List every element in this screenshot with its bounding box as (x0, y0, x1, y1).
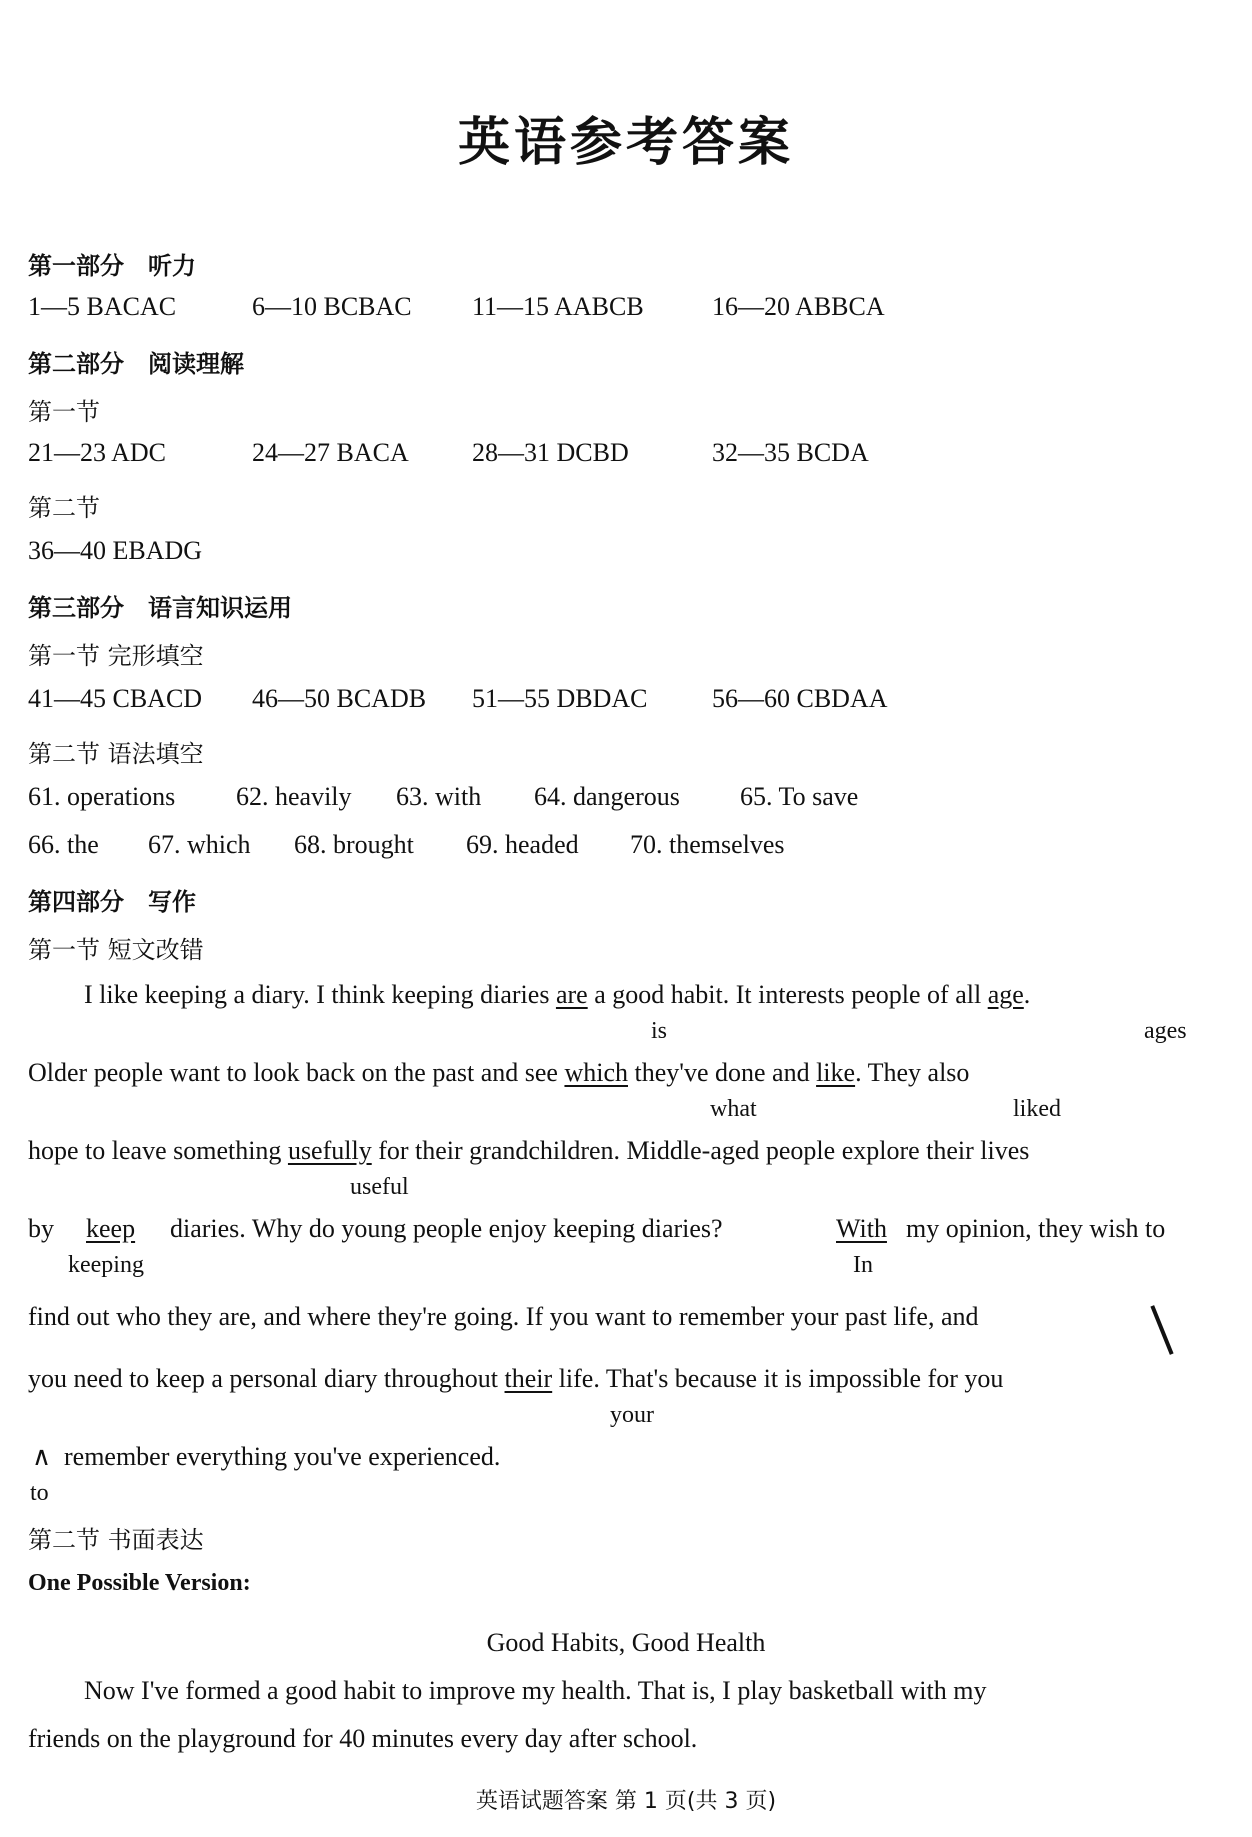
answer-group: 24—27 BACA (252, 438, 409, 467)
correction-passage-line (28, 1136, 1029, 1166)
passage-text: . (1023, 980, 1031, 1009)
answer-group: 28—31 DCBD (472, 438, 629, 467)
passage-text: I like keeping a diary. I think keeping diaries (84, 980, 556, 1009)
error-word: keep (86, 1214, 136, 1243)
correction-passage-line: find out who they are, and where they're going. If you want to remember your past life, and (28, 1302, 979, 1331)
part1-heading: 第一部分 听力 (28, 252, 196, 280)
answer-group: 6—10 BCBAC (252, 292, 412, 321)
part2-section1-heading: 第一节 (28, 398, 100, 426)
passage-text: Older people want to look back on the past and see (28, 1058, 565, 1087)
part3-heading: 第三部分 语言知识运用 (28, 594, 292, 622)
error-word: With (836, 1214, 887, 1243)
passage-text: you need to keep a personal diary throughout (28, 1364, 505, 1393)
grammar-answer: 62. heavily (236, 782, 352, 811)
answer-group: 46—50 BCADB (252, 684, 427, 713)
grammar-answer: 61. operations (28, 782, 176, 811)
answer-group: 56—60 CBDAA (712, 684, 888, 713)
page-footer: 英语试题答案 第 1 页(共 3 页) (475, 1789, 777, 1814)
correction-passage-line (28, 1058, 969, 1088)
error-word: usefully (287, 1136, 372, 1165)
essay-title: Good Habits, Good Health (486, 1628, 766, 1657)
correction-word: useful (350, 1174, 409, 1200)
passage-text: a good habit. It interests people of all (587, 980, 988, 1009)
part2-section2-heading: 第二节 (28, 494, 100, 522)
answer-group: 11—15 AABCB (472, 292, 644, 321)
answer-group: 21—23 ADC (28, 438, 166, 467)
grammar-answer: 63. with (396, 782, 482, 811)
answer-group: 51—55 DBDAC (472, 684, 648, 713)
error-word: age (987, 980, 1024, 1009)
insertion-mark: ∧ (32, 1442, 52, 1471)
grammar-answer: 70. themselves (630, 830, 785, 859)
correction-word: to (30, 1480, 49, 1506)
correction-passage-line: remember everything you've experienced. (64, 1442, 501, 1471)
correction-word: liked (1013, 1096, 1061, 1122)
answer-group: 32—35 BCDA (712, 438, 869, 467)
answer-group: 16—20 ABBCA (712, 292, 885, 321)
essay-line: Now I've formed a good habit to improve my health. That is, I play basketball with my (84, 1676, 987, 1705)
grammar-answer: 67. which (148, 830, 251, 859)
part2-heading: 第二部分 阅读理解 (28, 350, 244, 378)
error-word: like (816, 1058, 856, 1087)
correction-passage-line (28, 1364, 1003, 1394)
part4-section1-heading: 第一节 短文改错 (28, 936, 204, 964)
correction-word: what (710, 1096, 757, 1122)
passage-text: for their grandchildren. Middle-aged people explore their lives (371, 1136, 1030, 1165)
part3-section1-heading: 第一节 完形填空 (28, 642, 204, 670)
part3-section2-heading: 第二节 语法填空 (28, 740, 204, 768)
passage-text: my opinion, they wish to (906, 1214, 1166, 1243)
deletion-mark (1150, 1305, 1173, 1355)
answer-group: 1—5 BACAC (28, 292, 177, 321)
passage-text: diaries. Why do young people enjoy keeping diaries? (170, 1214, 723, 1243)
passage-text: they've done and (628, 1058, 817, 1087)
passage-text: hope to leave something (28, 1136, 288, 1165)
grammar-answer: 64. dangerous (534, 782, 680, 811)
essay-line: friends on the playground for 40 minutes every day after school. (28, 1724, 698, 1753)
error-word: are (555, 980, 588, 1009)
correction-word: In (853, 1252, 873, 1278)
version-label: One Possible Version: (28, 1570, 251, 1596)
error-word: their (504, 1364, 553, 1393)
error-word: which (564, 1058, 628, 1087)
correction-word: keeping (68, 1252, 144, 1278)
part4-section2-heading: 第二节 书面表达 (28, 1526, 204, 1554)
correction-word: is (651, 1018, 668, 1044)
grammar-answer: 65. To save (740, 782, 859, 811)
grammar-answer: 66. the (28, 830, 99, 859)
page-title: 英语参考答案 (457, 113, 794, 173)
passage-text: life. That's because it is impossible for you (552, 1364, 1004, 1393)
passage-text: . They also (855, 1058, 970, 1087)
part4-heading: 第四部分 写作 (28, 888, 196, 916)
answer-group: 41—45 CBACD (28, 684, 203, 713)
correction-word: your (610, 1402, 654, 1428)
correction-word: ages (1144, 1018, 1187, 1044)
grammar-answer: 68. brought (294, 830, 414, 859)
answer-group: 36—40 EBADG (28, 536, 203, 565)
grammar-answer: 69. headed (466, 830, 579, 859)
passage-text: by (28, 1214, 54, 1243)
correction-passage-line (84, 980, 1030, 1010)
